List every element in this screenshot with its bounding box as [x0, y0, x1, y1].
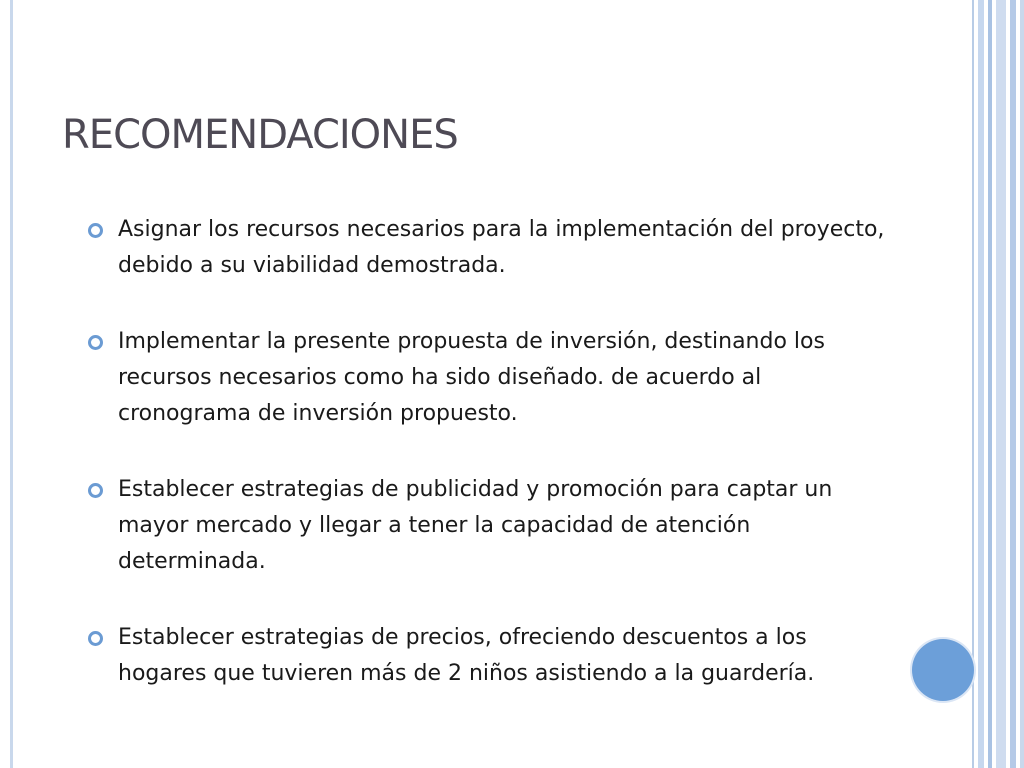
stripe [1010, 0, 1016, 768]
bullet-list [88, 212, 898, 692]
decorative-circle-icon [912, 639, 974, 701]
ring-bullet-icon [88, 483, 103, 498]
right-decorative-stripes [972, 0, 1024, 768]
list-item [88, 620, 898, 692]
ring-bullet-icon [88, 631, 103, 646]
list-item [88, 472, 898, 580]
bullet-text: Implementar la presente propuesta de inversión, destinando los recursos necesarios como ha sido diseñado. de acuerdo al cronograma de inversión propuesto. [118, 329, 825, 426]
left-border-line [10, 0, 13, 768]
list-item [88, 212, 898, 284]
stripe [1020, 0, 1024, 768]
bullet-text: Asignar los recursos necesarios para la implementación del proyecto, debido a su viabilidad demostrada. [118, 217, 885, 278]
stripe [988, 0, 992, 768]
stripe [996, 0, 1006, 768]
list-item [88, 324, 898, 432]
stripe [978, 0, 984, 768]
ring-bullet-icon [88, 223, 103, 238]
slide-title: RECOMENDACIONES [62, 112, 458, 158]
stripe [972, 0, 974, 768]
bullet-text: Establecer estrategias de publicidad y promoción para captar un mayor mercado y llegar a tener la capacidad de atención determinada. [118, 477, 833, 574]
bullet-text: Establecer estrategias de precios, ofreciendo descuentos a los hogares que tuvieren más de 2 niños asistiendo a la guardería. [118, 625, 815, 686]
ring-bullet-icon [88, 335, 103, 350]
